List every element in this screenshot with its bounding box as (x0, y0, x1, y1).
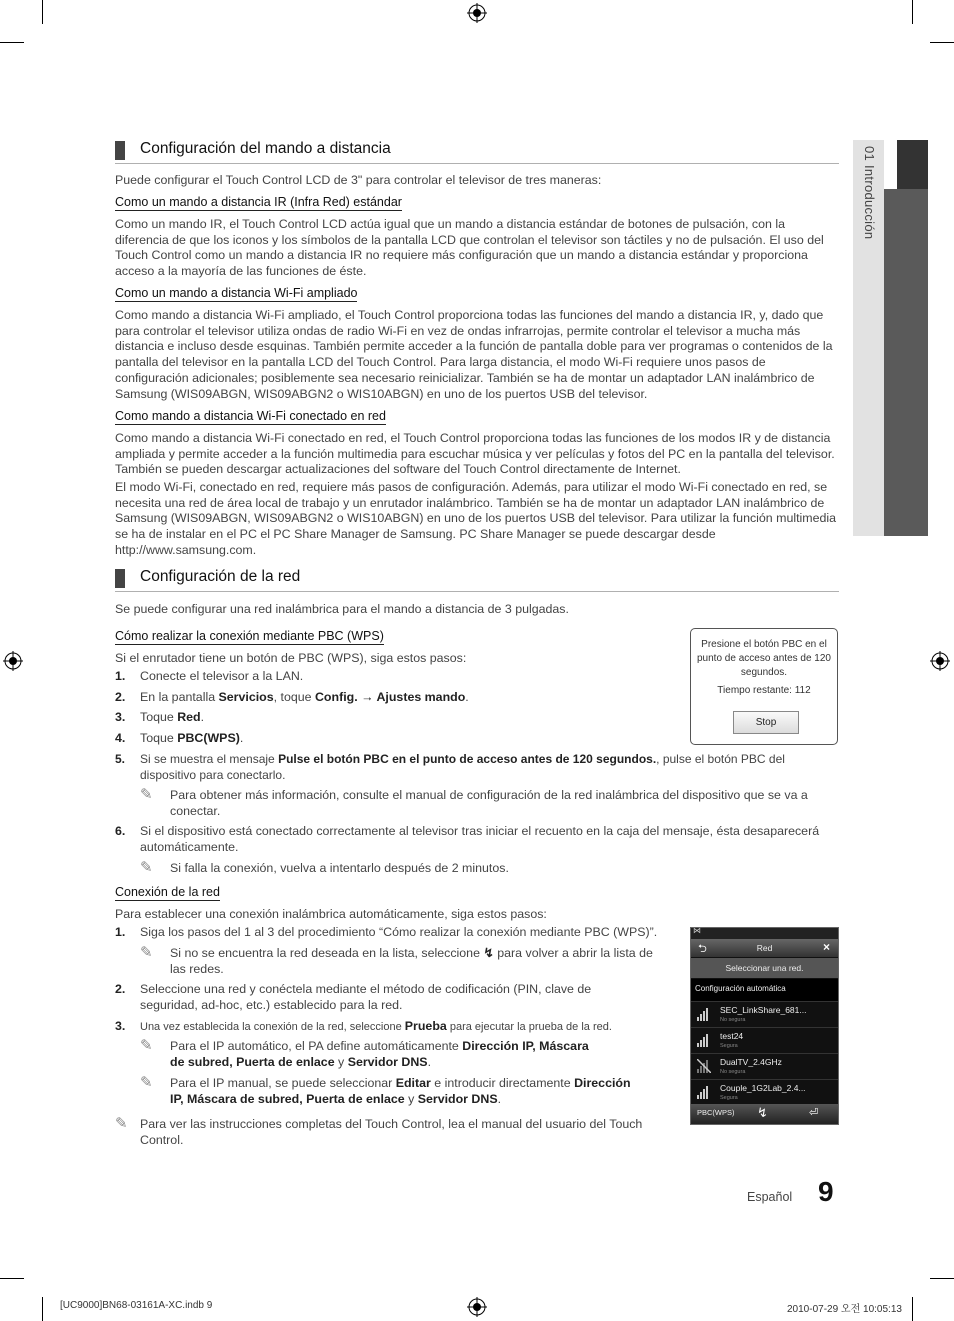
pbc-step (115, 752, 837, 783)
network-item[interactable] (691, 1028, 838, 1054)
step-text-part: , pulse el botón PBC del dispositivo para conectarlo. (140, 752, 785, 782)
crop-mark (930, 42, 954, 43)
step-text (140, 669, 675, 685)
step-bold: PBC(WPS) (177, 731, 240, 745)
network-name: Couple_1G2Lab_2.4... (720, 1083, 806, 1093)
pbc-intro: Si el enrutador tiene un botón de PBC (WPS), siga estos pasos: (115, 651, 467, 665)
step-text-part: Toque (140, 710, 178, 724)
note-text (170, 946, 670, 977)
pbc-step (115, 669, 675, 685)
note-text (170, 1076, 640, 1107)
note-bold: Dirección IP, Máscara de subred, Puerta de enlace (170, 1039, 589, 1069)
page-number: 9 (818, 1176, 834, 1207)
pbc-wps-button[interactable]: PBC(WPS) (697, 1108, 735, 1117)
step-text-part: Si el dispositivo está conectado correctamente al televisor tras iniciar el recuento en la caja del mensaje, ésta desaparecerá automáticamente. (140, 824, 820, 854)
wifi-signal-icon (697, 1059, 711, 1073)
note (140, 1039, 600, 1070)
note (140, 861, 837, 877)
note (140, 1076, 640, 1107)
step-number: 2. (115, 982, 126, 996)
section-title-text: Configuración del mando a distancia (140, 140, 391, 157)
registration-mark-icon (930, 651, 950, 671)
pbc-dialog (690, 628, 838, 745)
subheading-ir: Como un mando a distancia IR (Infra Red) estándar (115, 195, 402, 209)
section2-intro: Se puede configurar una red inalámbrica para el mando a distancia de 3 pulgadas. (115, 602, 569, 616)
section-title-remote (115, 139, 839, 164)
crop-mark (912, 0, 913, 24)
subheading-wifi-network: Como mando a distancia Wi-Fi conectado en red (115, 409, 386, 423)
step-text-part: En la pantalla (140, 690, 219, 704)
step-number: 1. (115, 669, 126, 683)
enter-icon[interactable]: ⏎ (809, 1107, 819, 1119)
chapter-tab-strip (884, 189, 928, 536)
crop-mark (0, 1278, 24, 1279)
note (140, 946, 670, 977)
registration-mark-icon (467, 1297, 487, 1317)
network-name: DualTV_2.4GHz (720, 1057, 782, 1067)
step-bold: Prueba (404, 1019, 447, 1033)
network-item[interactable] (691, 1080, 838, 1105)
step-text (140, 690, 675, 706)
step-number: 6. (115, 824, 126, 838)
note-text: Si falla la conexión, vuelva a intentarlo después de 2 minutos. (170, 861, 509, 875)
network-status: Segura (720, 1095, 738, 1101)
network-status: No segura (720, 1069, 746, 1075)
back-icon[interactable]: ⮌ (698, 943, 707, 955)
refresh-icon: ↯ (483, 946, 494, 960)
registration-mark-icon (467, 3, 487, 23)
note-pencil-icon: ✎ (140, 1074, 153, 1091)
step-text-part: Si se muestra el mensaje (140, 752, 279, 766)
status-bar (691, 928, 838, 939)
chapter-tab-marker (897, 140, 928, 189)
dialog-message: Presione el botón PBC en el punto de acceso antes de 120 segundos. (697, 639, 831, 678)
network-status: No segura (720, 1017, 746, 1023)
step-text (140, 731, 675, 747)
step-text (140, 752, 837, 783)
step-text (140, 824, 837, 855)
signal-icon: ⋈ (693, 926, 701, 935)
step-bold: Servicios (218, 690, 274, 704)
step-text: Siga los pasos del 1 al 3 del procedimiento “Cómo realizar la conexión mediante PBC (WPS)”. (140, 925, 658, 939)
step-text (140, 710, 675, 726)
step-text: Seleccione una red y conéctela mediante el método de codificación (PIN, clave de seguridad, ad-hoc, etc.) establecido para la red. (140, 982, 592, 1012)
section-bar (115, 569, 125, 588)
stop-button[interactable]: Stop (733, 711, 799, 734)
step-number: 5. (115, 752, 126, 766)
note-pencil-icon: ✎ (140, 1037, 153, 1054)
step-text (140, 1019, 675, 1036)
crop-mark (912, 1297, 913, 1321)
screen-toolbar (691, 1104, 838, 1124)
note-text-part: Para el IP manual, se puede seleccionar (170, 1076, 396, 1090)
touch-control-screen (690, 927, 839, 1125)
note (140, 788, 837, 819)
step-bold: Pulse el botón PBC en el punto de acceso antes de 120 segundos. (278, 752, 657, 766)
footer-file: [UC9000]BN68-03161A-XC.indb 9 (60, 1300, 213, 1311)
step-text-part: . (200, 710, 205, 724)
step-text-part: Una vez establecida la conexión de la red, seleccione (140, 1021, 405, 1033)
note-text: Para ver las instrucciones completas del Touch Control, lea el manual del usuario del Touch Control. (140, 1117, 643, 1147)
registration-mark-icon (3, 651, 23, 671)
step-number: 3. (115, 710, 126, 724)
auto-config-label: Configuración automática (695, 984, 786, 993)
pbc-step (115, 710, 675, 726)
step-number: 2. (115, 690, 126, 704)
note-text-part: y (334, 1054, 348, 1069)
note-text: Para obtener más información, consulte el manual de configuración de la red inalámbrica del dispositivo que se va a conectar. (170, 788, 808, 818)
crop-mark (42, 1297, 43, 1321)
network-status: Segura (720, 1043, 738, 1049)
auto-config-item[interactable] (691, 979, 838, 1002)
connection-step (115, 925, 675, 941)
paragraph-wifi-network-2: El modo Wi-Fi, conectado en red, requiere más pasos de configuración. Además, para utilizar el modo Wi-Fi conectado en red, se necesita una red de área local de trabajo y un enrutador inalámbrico. También se ha de montar un adaptador LAN inalámbrico de Samsung (WIS09ABGN, WIS09ABGN2 o WIS10ABGN) en uno de los puertos USB del televisor. Para utilizar la función multimedia se ha de instalar en el PC el PC Share Manager de Samsung. PC Share Manager se puede descargar desde http://www.samsung.com. (115, 480, 837, 557)
note-text-part: para volver a abrir la lista de las redes. (170, 946, 653, 976)
subheading-wifi-extended: Como un mando a distancia Wi-Fi ampliado (115, 286, 358, 300)
step-text-part: Toque (140, 731, 178, 745)
footer-language: Español (747, 1190, 793, 1204)
subheading-connection: Conexión de la red (115, 885, 220, 899)
close-icon[interactable]: × (822, 940, 830, 954)
crop-mark (42, 0, 43, 24)
chapter-tab-label: 01 Introducción (862, 146, 877, 240)
note-text-part: Si no se encuentra la red deseada en la lista, seleccione (170, 946, 484, 960)
step-text-part: . (465, 690, 469, 704)
wifi-signal-icon (697, 1007, 711, 1021)
step-bold: Red (177, 710, 201, 724)
step-number: 3. (115, 1019, 126, 1033)
section-bar (115, 141, 125, 160)
connection-step (115, 1019, 675, 1036)
paragraph-ir: Como un mando IR, el Touch Control LCD actúa igual que un mando a distancia estándar de botones de pulsación, con la diferencia de que los iconos y los símbolos de la pantalla LCD que controlan el televisor son táctiles y no de pulsación. El uso del Touch Control como un mando a distancia IR no requiere más configuración que un mando a distancia estándar y proporciona acceso a la mayoría de las funciones de éste. (115, 217, 824, 279)
step-text-part: para ejecutar la prueba de la red. (446, 1021, 612, 1033)
final-note (115, 1117, 645, 1148)
note-bold: Editar (395, 1076, 431, 1090)
note-bold: Dirección IP, Máscara de subred, Puerta de enlace (170, 1076, 631, 1106)
dialog-timer: Tiempo restante: 112 (717, 685, 811, 696)
pbc-step (115, 690, 675, 706)
step-number: 1. (115, 925, 126, 939)
network-item[interactable] (691, 1002, 838, 1028)
paragraph-wifi-extended: Como mando a distancia Wi-Fi ampliado, el Touch Control proporciona todas las funciones del mando a distancia IR, y, dado que para controlar el televisor utiliza ondas de radio Wi-Fi en vez de ondas infrarrojas, permite controlar el televisor a mucha más distancia e incluso desde esquinas. También permite acceder a la función de pantalla doble para ver programas o contenidos de la pantalla del televisor en la pantalla LCD del Touch Control. Para larga distancia, el modo Wi-Fi requiere unos pasos de configuración adicionales; posiblemente sea necesario reinicializar. También se ha de montar un adaptador LAN inalámbrico de Samsung (WIS09ABGN, WIS09ABGN2 o WIS10ABGN) en uno de los puertos USB del televisor. (115, 308, 833, 401)
wifi-signal-icon (697, 1033, 711, 1047)
note-pencil-icon: ✎ (140, 944, 153, 961)
note-pencil-icon: ✎ (140, 786, 153, 803)
note-bold: Servidor DNS (417, 1091, 498, 1106)
note-bold: Servidor DNS (347, 1054, 428, 1069)
refresh-icon[interactable]: ↯ (757, 1105, 768, 1120)
screen-header (691, 939, 838, 957)
paragraph-wifi-network: Como mando a distancia Wi-Fi conectado en red, el Touch Control proporciona todas las funciones de los modos IR y de distancia ampliada y permite acceder a la función multimedia para escuchar música y ver películas y fotos del PC en la pantalla del televisor. También se pueden descargar actualizaciones del software del Touch Control directamente de Internet. (115, 431, 835, 477)
pbc-step (115, 824, 837, 855)
step-number: 4. (115, 731, 126, 745)
section-title-text: Configuración de la red (140, 568, 301, 585)
step-text-part: Conecte el televisor a la LAN. (140, 669, 304, 683)
step-text-part: , toque (273, 690, 315, 704)
section1-intro: Puede configurar el Touch Control LCD de 3" para controlar el televisor de tres maneras: (115, 173, 602, 187)
note-pencil-icon: ✎ (140, 859, 153, 876)
crop-mark (0, 42, 24, 43)
section-title-network (115, 567, 839, 592)
note-text (170, 1039, 600, 1070)
network-name: test24 (720, 1031, 744, 1041)
network-item[interactable] (691, 1054, 838, 1080)
step-bold: Config. → Ajustes mando (314, 690, 466, 704)
subheading-pbc: Cómo realizar la conexión mediante PBC (WPS) (115, 629, 384, 643)
note-text-part: . (427, 1054, 432, 1069)
connection-step (115, 982, 645, 1013)
step-text-part: . (239, 731, 244, 745)
footer-date: 2010-07-29 오전 10:05:13 (787, 1304, 902, 1315)
screen-subtitle-bar (691, 958, 838, 978)
screen-title: Red (756, 943, 773, 953)
note-text-part: . (497, 1091, 502, 1106)
crop-mark (930, 1278, 954, 1279)
network-name: SEC_LinkShare_681... (720, 1005, 807, 1015)
note-text-part: y (404, 1091, 418, 1106)
note-text-part: Para el IP automático, el PA define automáticamente (170, 1039, 463, 1053)
pbc-step (115, 731, 675, 747)
note-text-part: e introducir directamente (430, 1076, 575, 1090)
wifi-signal-icon (697, 1085, 711, 1099)
connection-intro: Para establecer una conexión inalámbrica automáticamente, siga estos pasos: (115, 907, 547, 921)
screen-subtitle: Seleccionar una red. (725, 963, 804, 973)
note-pencil-icon: ✎ (115, 1115, 128, 1132)
